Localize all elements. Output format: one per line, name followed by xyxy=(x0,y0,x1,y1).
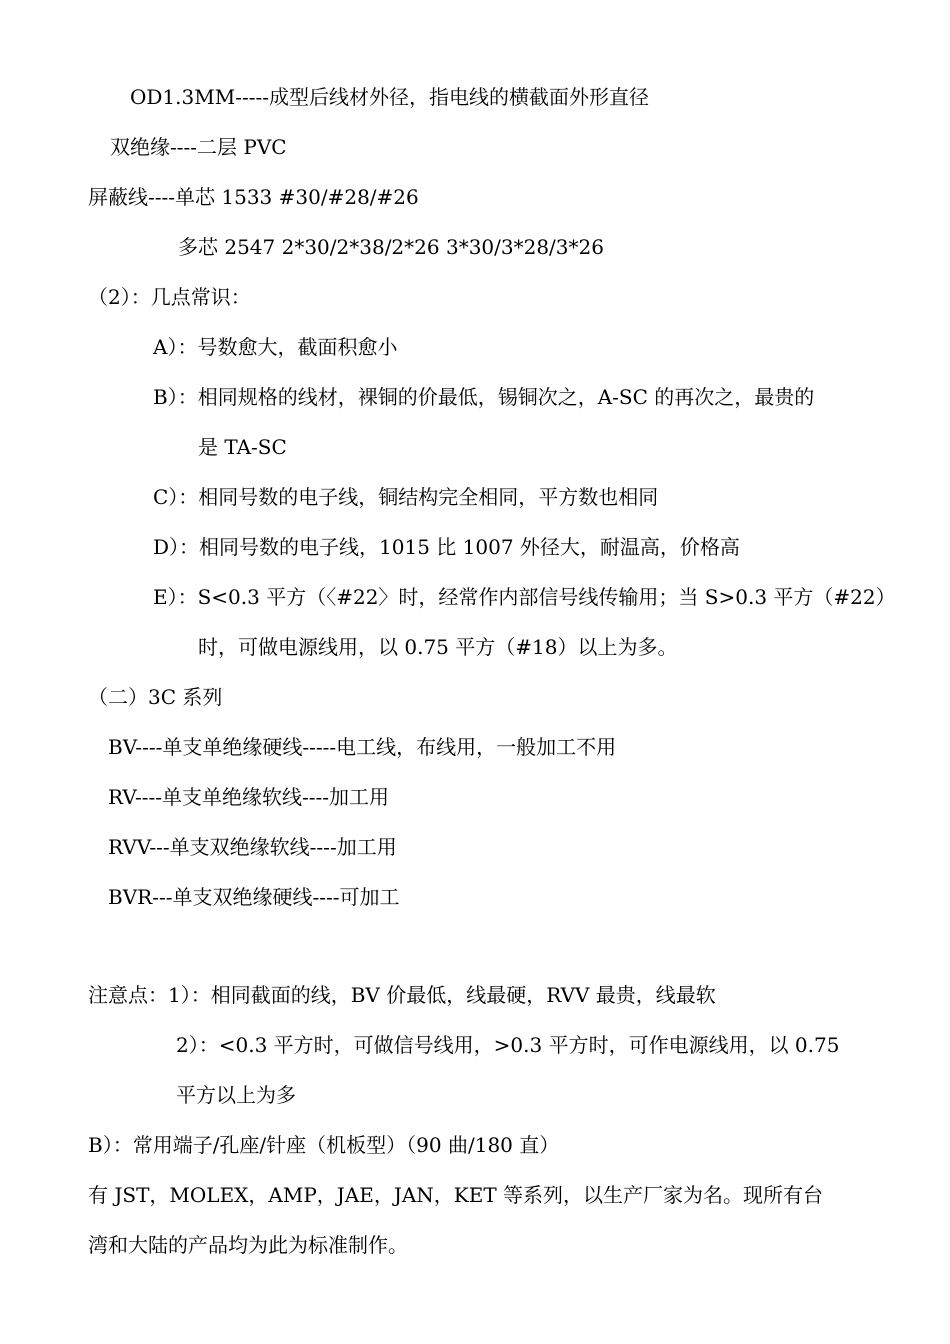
line-rv: RV----单支单绝缘软线----加工用 xyxy=(108,785,390,809)
line-shielded-single: 屏蔽线----单芯 1533 #30/#28/#26 xyxy=(88,185,419,209)
line-shielded-multi: 多芯 2547 2*30/2*38/2*26 3*30/3*28/3*26 xyxy=(178,235,604,259)
item-c: C）：相同号数的电子线，铜结构完全相同，平方数也相同 xyxy=(153,485,659,509)
paragraph-series: 有 JST，MOLEX，AMP，JAE，JAN，KET 等系列，以生产厂家为名。现所有台 xyxy=(88,1183,824,1207)
item-b: B）：相同规格的线材，裸铜的价最低，锡铜次之，A-SC 的再次之，最贵的 xyxy=(153,385,815,409)
item-a: A）：号数愈大，截面积愈小 xyxy=(153,335,398,359)
item-e: E）：S<0.3 平方（〈#22〉时，经常作内部信号线传输用；当 S>0.3 平方（#22） xyxy=(153,585,896,609)
line-bvr: BVR---单支双绝缘硬线----可加工 xyxy=(108,885,400,909)
section-heading-3c: （二）3C 系列 xyxy=(88,685,223,709)
section-heading-knowledge: （2）：几点常识： xyxy=(88,285,251,309)
note-2: 2）：<0.3 平方时，可做信号线用，>0.3 平方时，可作电源线用，以 0.75 xyxy=(176,1033,840,1057)
paragraph-series-continued: 湾和大陆的产品均为此为标准制作。 xyxy=(88,1233,408,1257)
line-double-insulation: 双绝缘----二层 PVC xyxy=(110,135,287,159)
item-d: D）：相同号数的电子线，1015 比 1007 外径大，耐温高，价格高 xyxy=(153,535,740,559)
note-2-continued: 平方以上为多 xyxy=(176,1083,296,1107)
item-e-continued: 时，可做电源线用，以 0.75 平方（#18）以上为多。 xyxy=(198,635,678,659)
line-bv: BV----单支单绝缘硬线-----电工线，布线用，一般加工不用 xyxy=(108,735,617,759)
line-od-diameter: OD1.3MM-----成型后线材外径，指电线的横截面外形直径 xyxy=(130,85,649,109)
section-b-terminals: B）：常用端子/孔座/针座（机板型）（90 曲/180 直） xyxy=(88,1133,560,1157)
item-b-continued: 是 TA-SC xyxy=(198,435,287,459)
note-1: 注意点：1）：相同截面的线，BV 价最低，线最硬，RVV 最贵，线最软 xyxy=(88,983,716,1007)
line-rvv: RVV---单支双绝缘软线----加工用 xyxy=(108,835,397,859)
